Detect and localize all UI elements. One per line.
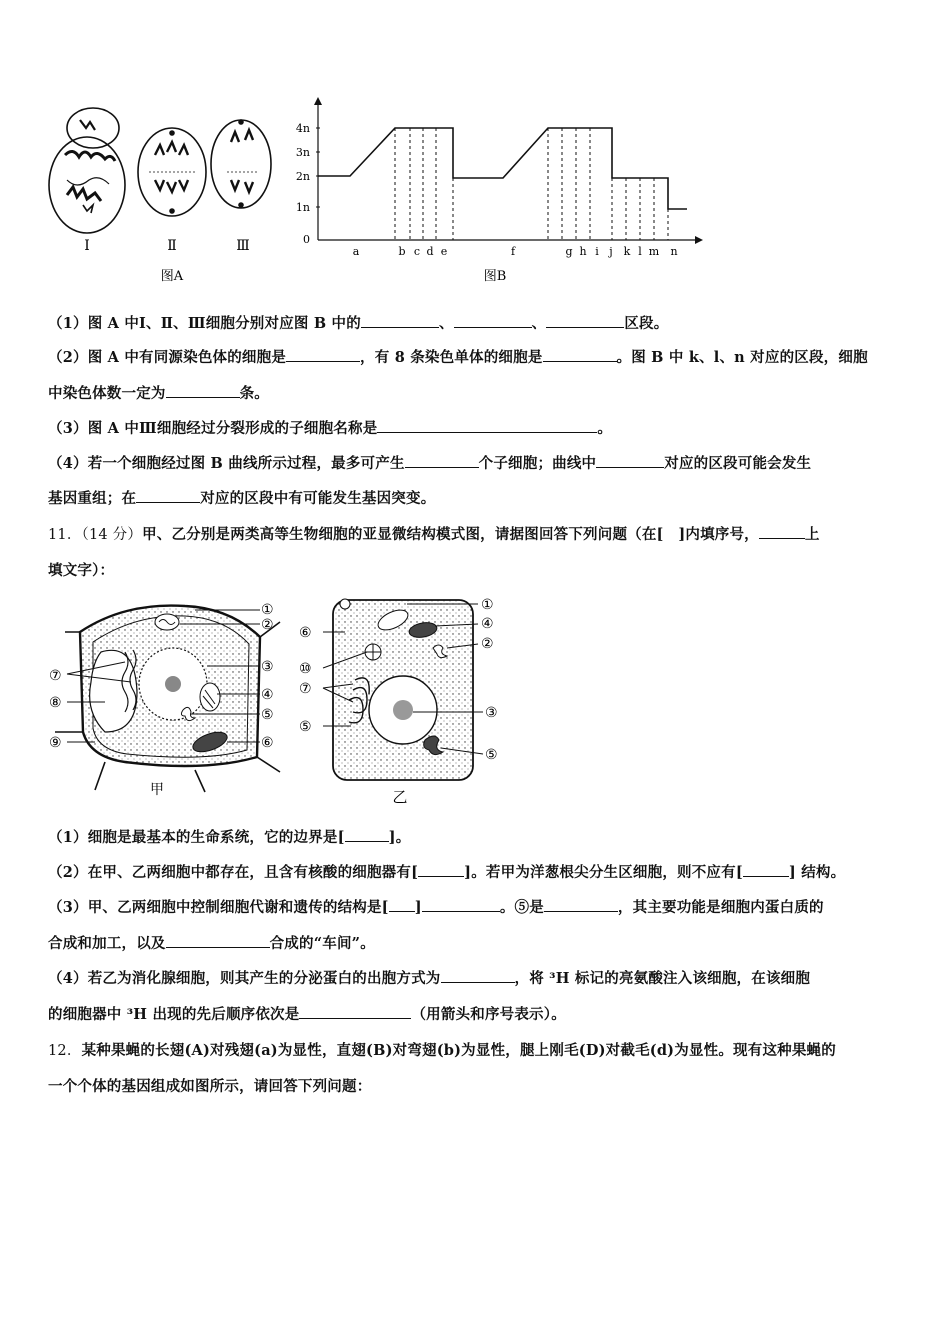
q10-p2-text: 中染色体数一定为: [48, 385, 166, 402]
figure-b-caption: 图B: [483, 269, 507, 284]
q11-part1: [48, 826, 410, 847]
q11-p4-text: （4）若乙为消化腺细胞，则其产生的分泌蛋白的出胞方式为: [48, 970, 441, 987]
q10-p4-text: （4）若一个细胞经过图 B 曲线所示过程，最多可产生: [48, 455, 405, 472]
label-6: ⑥: [261, 735, 274, 751]
figure-a: [45, 100, 285, 290]
answer-blank[interactable]: [166, 383, 240, 398]
answer-blank[interactable]: [544, 897, 618, 912]
y-tick-3n: 3n: [295, 146, 310, 159]
q10-part2-cont: [48, 382, 269, 403]
q11-intro-cont: [48, 559, 114, 580]
x-tick-d: d: [426, 245, 434, 258]
x-tick-l: l: [638, 245, 642, 258]
label-1: ①: [261, 602, 274, 618]
x-axis-arrow: [695, 236, 703, 244]
x-tick-e: e: [440, 245, 448, 258]
answer-blank[interactable]: [596, 453, 664, 468]
label-1: ①: [481, 597, 494, 613]
x-tick-m: m: [648, 245, 660, 258]
label-5: ⑤: [485, 747, 498, 763]
label-5: ⑤: [261, 707, 274, 723]
cell-iii-label: Ⅲ: [236, 238, 250, 254]
answer-blank[interactable]: [361, 313, 439, 328]
answer-blank[interactable]: [345, 827, 389, 842]
answer-blank[interactable]: [418, 862, 464, 877]
answer-blank[interactable]: [543, 347, 617, 362]
q10-p1-end: 区段。: [624, 315, 669, 332]
q10-part3: [48, 417, 612, 438]
y-tick-0: 0: [303, 233, 310, 246]
q10-part4-cont: [48, 487, 435, 508]
cell-i-label: Ⅰ: [84, 238, 90, 254]
chromosome-curve: [318, 128, 687, 209]
q11-p1-text: （1）细胞是最基本的生命系统，它的边界是[: [48, 829, 345, 846]
q11-part4: [48, 967, 810, 988]
answer-blank[interactable]: [441, 968, 515, 983]
q10-p4-text: 基因重组；在: [48, 490, 137, 507]
answer-blank[interactable]: [136, 488, 200, 503]
q10-p4-text: 对应的区段可能会发生: [664, 455, 812, 472]
q10-p2-text: 条。: [239, 385, 270, 402]
plant-cell-caption: 甲: [150, 782, 164, 798]
answer-blank[interactable]: [389, 897, 415, 912]
q12-line1: [48, 1039, 836, 1060]
label-9: ⑨: [49, 735, 62, 751]
label-7: ⑦: [49, 668, 62, 684]
cell-i: [49, 108, 125, 233]
q11-p3-text: 。⑤是: [499, 899, 544, 916]
q11-part3: [48, 896, 824, 917]
animal-cell-caption: 乙: [392, 788, 408, 806]
q10-part4: [48, 452, 811, 473]
label-2: ②: [481, 636, 494, 652]
q10-p3-text: 。: [597, 420, 613, 437]
q11-p4-text: （用箭头和序号表示）。: [411, 1006, 566, 1023]
answer-blank[interactable]: [546, 313, 624, 328]
x-tick-c: c: [413, 245, 421, 258]
label-6: ⑥: [299, 625, 312, 641]
animal-cell-diagram: [295, 590, 515, 810]
x-tick-j: j: [609, 245, 613, 258]
x-tick-k: k: [623, 245, 631, 258]
q11-p3-text: ]: [414, 899, 422, 916]
q11-p2-text: （2）在甲、乙两细胞中都存在，且含有核酸的细胞器有[: [48, 864, 419, 881]
answer-blank[interactable]: [743, 862, 789, 877]
q11-p3-text: （3）甲、乙两细胞中控制细胞代谢和遗传的结构是[: [48, 899, 389, 916]
x-tick-f: f: [510, 245, 516, 258]
question-number: 11．（14 分）: [48, 527, 143, 543]
x-tick-g: g: [565, 245, 573, 258]
q11-intro: [48, 523, 820, 544]
label-4: ④: [481, 616, 494, 632]
figure-a-caption: 图A: [160, 269, 184, 284]
question-number: 12．: [48, 1043, 82, 1059]
q11-intro-text: 填文字）：: [48, 562, 115, 579]
q10-p1-sep: 、: [531, 315, 547, 332]
x-tick-n: n: [670, 245, 678, 258]
cell-iii: [211, 120, 271, 208]
q11-p3-text: ，其主要功能是细胞内蛋白质的: [617, 899, 824, 916]
q11-p2-text: ]。若甲为洋葱根尖分生区细胞，则不应有[: [464, 864, 743, 881]
label-5: ⑤: [299, 719, 312, 735]
q10-part2: [48, 346, 868, 367]
label-3: ③: [485, 705, 498, 721]
answer-blank[interactable]: [299, 1004, 411, 1019]
answer-blank[interactable]: [759, 524, 805, 539]
x-tick-h: h: [579, 245, 587, 258]
label-2: ②: [261, 617, 274, 633]
plant-cell-diagram: [45, 592, 290, 802]
q10-p2-text: 。图 B 中 k、l、n 对应的区段，细胞: [616, 349, 868, 366]
q10-p2-text: （2）图 A 中有同源染色体的细胞是: [48, 349, 287, 366]
label-3: ③: [261, 659, 274, 675]
answer-blank[interactable]: [377, 418, 597, 433]
answer-blank[interactable]: [454, 313, 532, 328]
label-4: ④: [261, 687, 274, 703]
answer-blank[interactable]: [422, 897, 500, 912]
label-7: ⑦: [299, 681, 312, 697]
q10-p1-text: （1）图 A 中Ⅰ、Ⅱ、Ⅲ细胞分别对应图 B 中的: [48, 315, 361, 332]
y-tick-1n: 1n: [295, 201, 310, 214]
q12-line2: [48, 1075, 371, 1096]
q12-text: 某种果蝇的长翅(A)对残翅(a)为显性，直翅(B)对弯翅(b)为显性，腿上刚毛(D)对截毛(d)为显性。现有这种果蝇的: [81, 1042, 836, 1059]
cell-ii: [138, 128, 206, 216]
q11-p4-text: 的细胞器中 ³H 出现的先后顺序依次是: [48, 1006, 300, 1023]
label-8: ⑧: [49, 695, 62, 711]
y-tick-2n: 2n: [295, 170, 310, 183]
q10-p2-text: ，有 8 条染色单体的细胞是: [360, 349, 543, 366]
answer-blank[interactable]: [166, 933, 270, 948]
y-axis-arrow: [314, 97, 322, 105]
label-10: ⑩: [299, 661, 312, 677]
q11-p3-text: 合成的“车间”。: [269, 935, 375, 952]
answer-blank[interactable]: [405, 453, 479, 468]
segment-dividers: [395, 128, 668, 240]
q11-intro-text: 上: [804, 526, 820, 543]
q12-text: 一个个体的基因组成如图所示，请回答下列问题：: [48, 1078, 372, 1095]
cell-ii-label: Ⅱ: [167, 238, 177, 254]
x-tick-i: i: [595, 245, 599, 258]
q11-intro-text: 甲、乙分别是两类高等生物细胞的亚显微结构模式图，请据图回答下列问题（在[ ]内填序号，: [142, 526, 759, 543]
q11-part4-cont: [48, 1003, 566, 1024]
q10-part1: [48, 312, 668, 333]
x-tick-a: a: [352, 245, 360, 258]
q10-p3-text: （3）图 A 中Ⅲ细胞经过分裂形成的子细胞名称是: [48, 420, 378, 437]
q10-p4-text: 个子细胞；曲线中: [478, 455, 597, 472]
q10-p1-sep: 、: [438, 315, 454, 332]
q11-p2-text: ] 结构。: [788, 864, 846, 881]
q11-part2: [48, 861, 845, 882]
q11-p1-text: ]。: [388, 829, 411, 846]
q11-part3-cont: [48, 932, 375, 953]
figure-b-chart: [290, 95, 710, 290]
q10-p4-text: 对应的区段中有可能发生基因突变。: [200, 490, 436, 507]
q11-p3-text: 合成和加工，以及: [48, 935, 166, 952]
q11-p4-text: ，将 ³H 标记的亮氨酸注入该细胞，在该细胞: [514, 970, 811, 987]
answer-blank[interactable]: [286, 347, 360, 362]
x-tick-b: b: [398, 245, 406, 258]
y-tick-4n: 4n: [295, 122, 310, 135]
